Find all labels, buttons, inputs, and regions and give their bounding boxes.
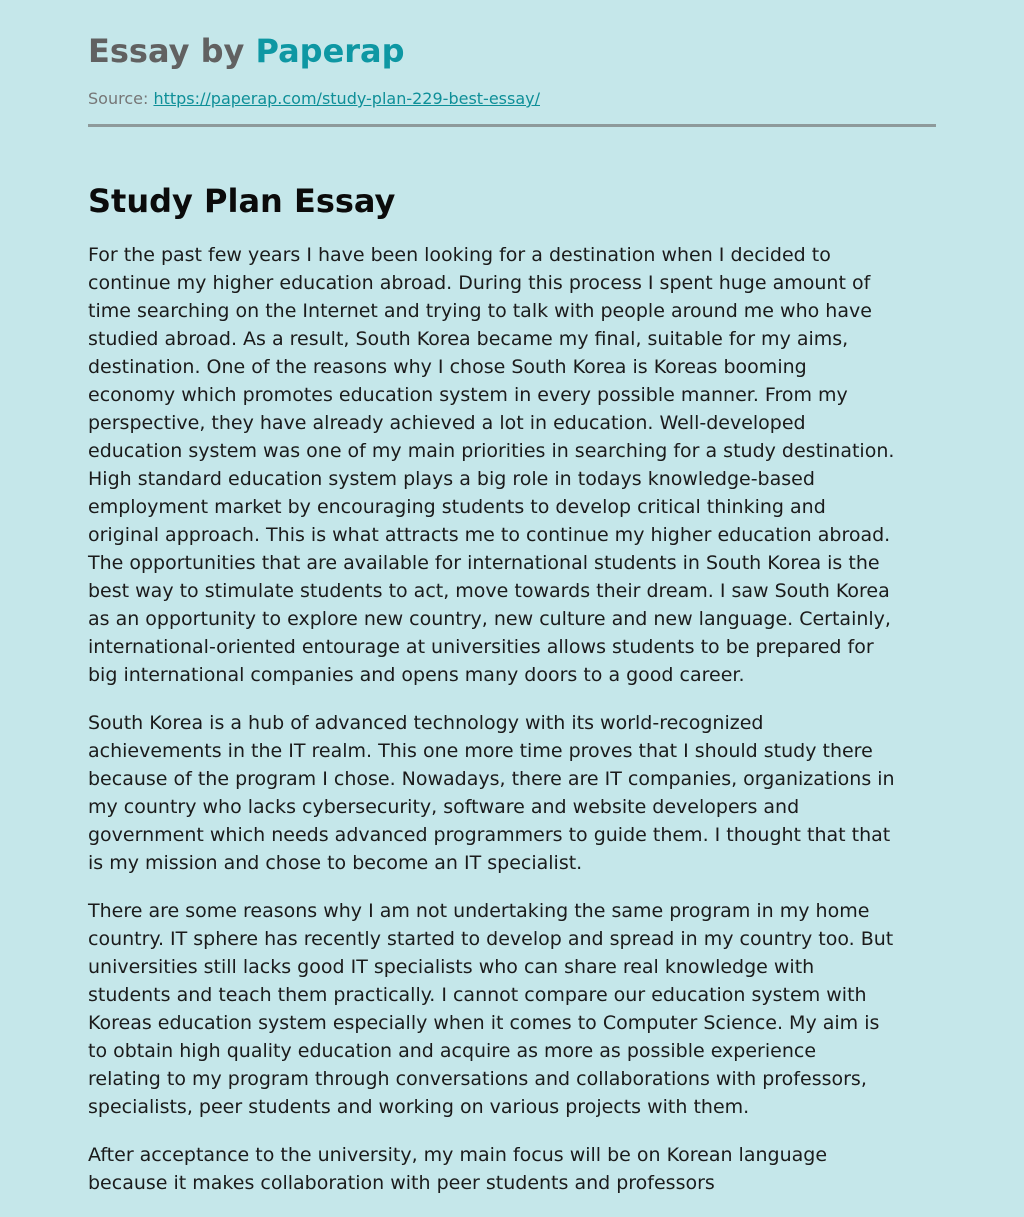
brand-name: Paperap [255,32,405,70]
paragraph-line: government which needs advanced programmers to guide them. I thought that that [88,824,891,846]
essay-paragraph [88,709,948,877]
paragraph-line: because of the program I chose. Nowadays, there are IT companies, organizations in [88,768,895,790]
paragraph-line: studied abroad. As a result, South Korea became my final, suitable for my aims, [88,328,849,350]
paragraph-line: relating to my program through conversations and collaborations with professors, [88,1068,867,1090]
paragraph-line: big international companies and opens many doors to a good career. [88,664,745,686]
site-title [88,30,405,72]
paragraph-line: For the past few years I have been looking for a destination when I decided to [88,244,831,266]
paragraph-line: education system was one of my main priorities in searching for a study destination. [88,440,895,462]
paragraph-line: employment market by encouraging students to develop critical thinking and [88,496,826,518]
paragraph-line: because it makes collaboration with peer students and professors [88,1172,715,1194]
paragraph-line: High standard education system plays a big role in todays knowledge-based [88,468,815,490]
paragraph-line: Koreas education system especially when it comes to Computer Science. My aim is [88,1012,880,1034]
paragraph-line: achievements in the IT realm. This one more time proves that I should study there [88,740,873,762]
essay-paragraph [88,241,948,689]
essay-body [88,241,948,1217]
paragraph-line: After acceptance to the university, my main focus will be on Korean language [88,1144,828,1166]
paragraph-line: time searching on the Internet and trying to talk with people around me who have [88,300,872,322]
source-link[interactable]: https://paperap.com/study-plan-229-best-essay/ [153,89,540,108]
paragraph-line: to obtain high quality education and acquire as more as possible experience [88,1040,817,1062]
paragraph-line: economy which promotes education system in every possible manner. From my [88,384,848,406]
paragraph-line: country. IT sphere has recently started to develop and spread in my country too. But [88,928,894,950]
paragraph-line: is my mission and chose to become an IT specialist. [88,852,583,874]
source-label: Source: [88,89,149,108]
essay-title: Study Plan Essay [88,182,396,220]
paragraph-line: as an opportunity to explore new country, new culture and new language. Certainly, [88,608,891,630]
paragraph-line: There are some reasons why I am not undertaking the same program in my home [88,900,870,922]
essay-paragraph [88,897,948,1121]
paragraph-line: universities still lacks good IT specialists who can share real knowledge with [88,956,815,978]
paragraph-line: perspective, they have already achieved a lot in education. Well-developed [88,412,806,434]
site-title-prefix: Essay by [88,32,256,70]
paragraph-line: original approach. This is what attracts me to continue my higher education abroad. [88,524,891,546]
paragraph-line: destination. One of the reasons why I chose South Korea is Koreas booming [88,356,807,378]
paragraph-line: international-oriented entourage at universities allows students to be prepared for [88,636,874,658]
paragraph-line: The opportunities that are available for international students in South Korea is the [88,552,880,574]
paragraph-line: my country who lacks cybersecurity, software and website developers and [88,796,800,818]
essay-paragraph [88,1141,948,1197]
source-line [88,88,540,110]
paragraph-line: continue my higher education abroad. During this process I spent huge amount of [88,272,871,294]
paragraph-line: students and teach them practically. I cannot compare our education system with [88,984,867,1006]
header-divider [88,124,936,127]
paragraph-line: best way to stimulate students to act, move towards their dream. I saw South Korea [88,580,890,602]
paragraph-line: specialists, peer students and working on various projects with them. [88,1096,750,1118]
paragraph-line: South Korea is a hub of advanced technology with its world-recognized [88,712,764,734]
